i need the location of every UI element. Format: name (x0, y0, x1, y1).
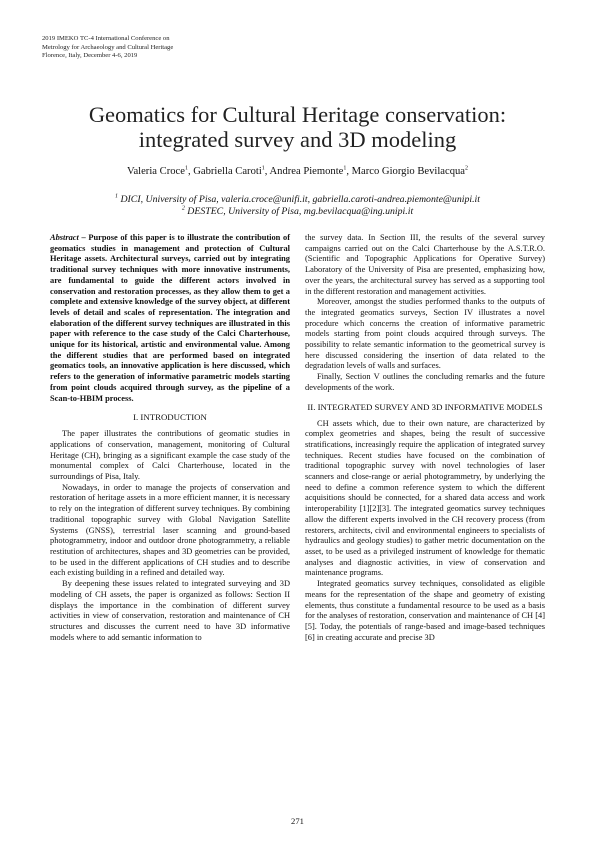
paragraph: the survey data. In Section III, the results of the several survey campaigns carried out on the Calci Charterhouse by the A.S.T.R.O. (Scientific and Topographic Applications for Operative Survey) Laboratory of the University of Pisa are presented, emphasizing how, over the years, the architectural survey has served as a supporting tool in the different restoration and management activities. (305, 233, 545, 296)
author-name: Gabriella Caroti (193, 166, 262, 177)
conference-header (42, 35, 173, 61)
affiliation-line-1 (40, 194, 555, 206)
paragraph: The paper illustrates the contributions of geomatic studies in applications of conservation, management, monitoring of Cultural Heritage (CH), bringing as a significant example the case study of the monumental complex of Calci Charterhouse, located in the surroundings of Pisa, Italy. (50, 429, 290, 482)
section-heading-introduction: I. INTRODUCTION (133, 412, 207, 423)
header-line-2: Metrology for Archaeology and Cultural Heritage (42, 43, 174, 51)
header-line-1: 2019 IMEKO TC-4 International Conference on (42, 35, 170, 42)
title-line-1: Geomatics for Cultural Heritage conservation: (88, 102, 507, 127)
author-name: Andrea Piemonte (269, 166, 344, 177)
affiliation-mark: 1 (115, 193, 119, 200)
paragraph: Nowadays, in order to manage the projects of conservation and restoration of heritage assets in a more efficient manner, it is necessary to rely on the integration of different survey techniques. By combining traditional topographic survey with Global Navigation Satellite Systems (GNSS), terrestrial laser scanning and ground-based photogrammetry, indoor and outdoor drone photogrammetry, a reliable restitution of architectures, shapes and 3D geometries can be provided, to be used in the different applications of CH studies and to describe each existing building in a refined and detailed way. (50, 482, 290, 578)
author-list: Valeria Croce$^1$, Gabriella Caroti$^1$, Andrea Piemonte$^1$, Marco Giorgio Bevilacqua$^2$ (126, 165, 469, 177)
author-name: Marco Giorgio Bevilacqua (351, 166, 466, 177)
abstract-text: – Purpose of this paper is to illustrate the contribution of geomatics studies in management and protection of Cultural Heritage assets. Architectural surveys, carried out by integrating traditional survey techniques with more innovative instruments, are fundamental to guide the different actors involved in conservation and restoration processes, as they allow them to get a complete and extensive knowledge of the survey object, at different levels of detail and scales of representation. The integration and elaboration of the different survey techniques are illustrated in this paper with reference to the case study of the Calci Charterhouse, unique for its historical, artistic and environmental value. Among the different studies that are performed based on integrated geomatics tools, an innovative application is here discussed, which refers to the generation of informative parametric models starting from point clouds acquired through survey, as the pipeline of a Scan-to-HBIM process. (50, 233, 290, 403)
abstract (50, 233, 290, 404)
author-affiliation-mark: 1 (261, 165, 265, 172)
author-affiliation-mark: 2 (465, 165, 469, 172)
affiliation-text: DICI, University of Pisa, valeria.croce@unifi.it, gabriella.caroti-andrea.piemonte@unipi.it (120, 194, 480, 205)
paragraph: By deepening these issues related to integrated surveying and 3D modeling of CH assets, the paper is organized as follows: Section II displays the importance in the combination of different survey activities in view of conservation, restoration and maintenance of CH structures and discusses the current need to have 3D informative models where to add semantic information to (50, 579, 290, 642)
right-column (305, 233, 545, 643)
author-affiliation-mark: 1 (343, 165, 347, 172)
header-line-3: Florence, Italy, December 4-6, 2019 (42, 52, 138, 59)
section-heading-integrated-survey: II. INTEGRATED SURVEY AND 3D INFORMATIVE MODELS (307, 401, 543, 412)
paper-title (40, 102, 555, 152)
affiliation-text: DESTEC, University of Pisa, mg.bevilacqua@ing.unipi.it (187, 206, 414, 217)
paragraph: Integrated geomatics survey techniques, consolidated as eligible means for the representation of the shape and geometry of existing elements, thus constitute a fundamental resource to be used as a basis for the analyses of restoration, conservation and maintenance of CH [4][5]. Today, the potentials of range-based and image-based techniques [6] in creating accurate and precise 3D (305, 579, 545, 642)
affiliation-line-2 (40, 206, 555, 218)
paragraph: Moreover, amongst the studies performed thanks to the outputs of the integrated geomatics surveys, Section IV illustrates a novel procedure which concerns the creation of informative parametric models starting from point clouds acquired through surveys. The possibility to relate semantic information to the geometrical survey is here discussed considering the insertion of data related to the degradation levels of walls and surfaces. (305, 297, 545, 371)
page-number: 271 (291, 816, 304, 826)
affiliation-mark: 2 (181, 205, 185, 212)
abstract-label: Abstract (50, 233, 79, 242)
affiliations (40, 194, 555, 218)
author-name: Valeria Croce (126, 166, 185, 177)
author-affiliation-mark: 1 (184, 165, 188, 172)
left-column (50, 233, 290, 643)
paragraph: Finally, Section V outlines the concluding remarks and the future developments of the work. (305, 372, 545, 392)
paragraph: CH assets which, due to their own nature, are characterized by complex geometries and shapes, being the result of successive stratifications, increasingly require the application of integrated survey techniques. Recent studies have focused on the combination of traditional topographic survey with novel technologies of laser scanners and close-range or aerial photogrammetry, by underlying the need to define a common reference system to which the different acquisitions should be connected, for a shared data access and work interoperability [1][2][3]. The integrated geomatics survey techniques allow the different experts involved in the CH recovery process (from restorers, architects, civil and environmental engineers to specialists of hydraulics and geology studies) to gather metric documentation on the asset, to be used as a privileged instrument of knowledge for thematic analyses and diagnostic activities, in view of conservation and maintenance programs. (305, 418, 545, 578)
title-line-2: integrated survey and 3D modeling (138, 127, 457, 152)
